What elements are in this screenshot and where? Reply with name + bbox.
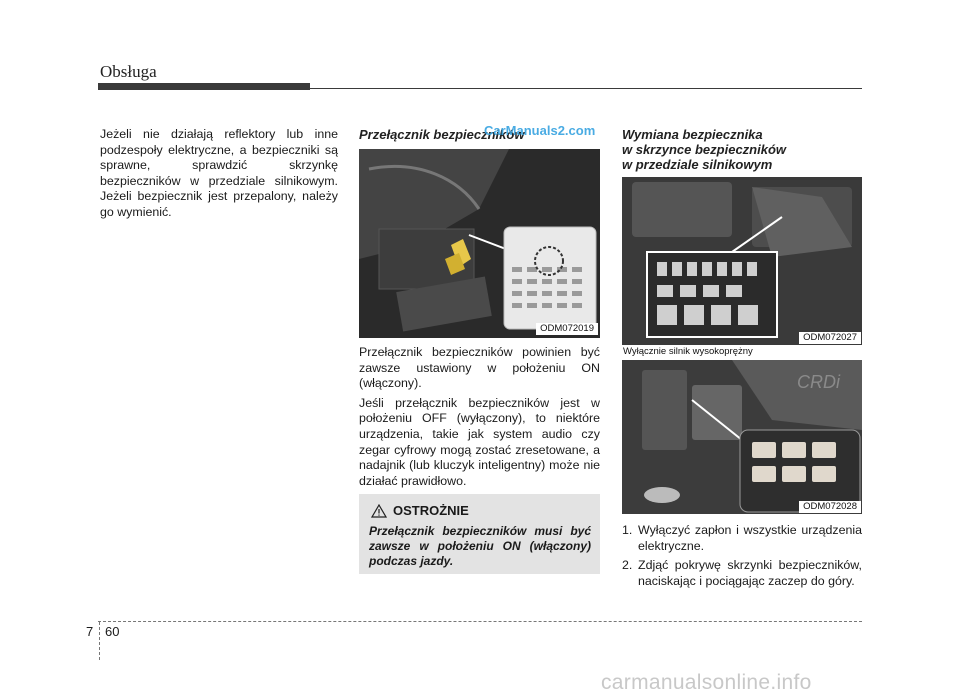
fuse-replacement-heading xyxy=(622,127,862,172)
diesel-only-caption: Wyłącznie silnik wysokoprężny xyxy=(622,346,757,358)
intro-paragraph: Jeżeli nie działają reflektory lub inne podzespoły elektryczne, a bezpieczniki są sprawne, sprawdzić skrzynkę bezpieczników w przedziale silnikowym. Jeżeli bezpiecznik jest przepalony, należy go wymienić. xyxy=(100,127,338,219)
warning-triangle-icon xyxy=(371,504,387,518)
step-number: 1. xyxy=(622,523,633,537)
diesel-fusebox-photo xyxy=(622,346,862,514)
caution-box xyxy=(359,494,600,574)
engine-fusebox-illustration xyxy=(622,177,862,345)
heading-line-1: Wymiana bezpiecznika xyxy=(622,127,763,142)
fuse-switch-paragraph-2: Jeśli przełącznik bezpieczników jest w położeniu OFF (wyłączony), to niektóre urządzenia, takie jak system audio czy zegar cyfrowy mogą zostać zresetowane, a nadajnik (lub kluczyk inteligentny) może nie działać prawidłowo. xyxy=(359,395,600,488)
left-column xyxy=(100,127,338,225)
step-item xyxy=(622,523,862,554)
footer-rule xyxy=(98,621,862,622)
fuse-switch-photo xyxy=(359,149,600,338)
step-number: 2. xyxy=(622,558,633,573)
photo-code: ODM072019 xyxy=(536,323,598,335)
fuse-switch-paragraph-1: Przełącznik bezpieczników powinien być zawsze ustawiony w położeniu ON (włączony). xyxy=(359,345,600,391)
caution-text: Przełącznik bezpieczników musi być zawsze w położeniu ON (włączony) podczas jazdy. xyxy=(369,524,591,568)
footer-divider xyxy=(99,622,100,660)
step-item xyxy=(622,558,862,589)
section-title: Obsługa xyxy=(100,62,157,81)
header-rule-thick xyxy=(98,83,310,90)
svg-text:CRDi: CRDi xyxy=(797,372,840,392)
replacement-steps xyxy=(622,523,862,593)
header-rule-thin xyxy=(310,88,862,89)
middle-column-text xyxy=(359,345,600,493)
diesel-fusebox-illustration xyxy=(622,360,862,514)
heading-line-3: w przedziale silnikowym xyxy=(622,157,773,172)
watermark-bottom: carmanualsonline.info xyxy=(601,671,812,694)
photo-code: ODM072027 xyxy=(799,332,861,344)
step-text: Wyłączyć zapłon i wszystkie urządzenia elektryczne. xyxy=(638,523,862,553)
heading-line-2: w skrzynce bezpieczników xyxy=(622,142,787,157)
fuse-switch-heading: Przełącznik bezpieczników xyxy=(359,127,525,142)
fuse-switch-illustration xyxy=(359,149,600,338)
page-number: 60 xyxy=(105,624,120,639)
caution-title: OSTROŻNIE xyxy=(393,503,469,518)
chapter-number: 7 xyxy=(86,624,94,639)
step-text: Zdjąć pokrywę skrzynki bezpieczników, naciskając i pociągając zaczep do góry. xyxy=(638,558,862,588)
watermark-top: CarManuals2.com xyxy=(484,123,596,138)
engine-fusebox-photo xyxy=(622,177,862,345)
photo-code: ODM072028 xyxy=(799,501,861,513)
